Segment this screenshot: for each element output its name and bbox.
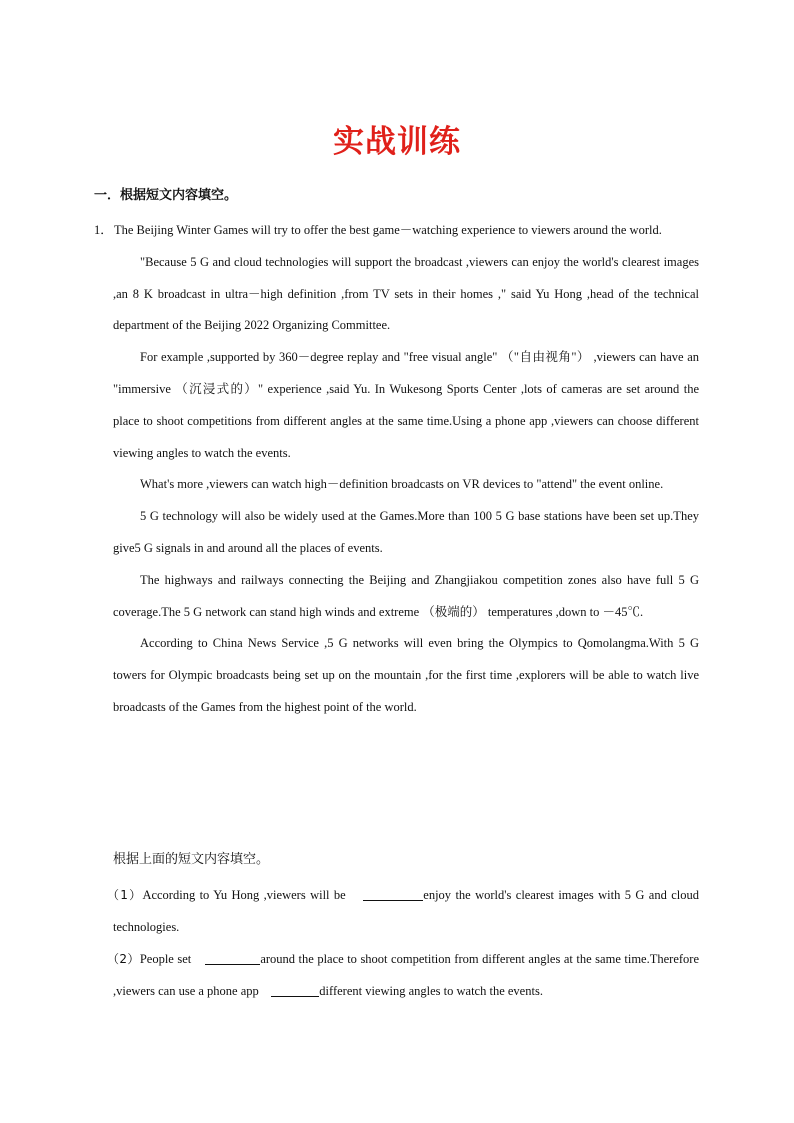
sub-question-text xyxy=(94,880,699,944)
question-first-line xyxy=(94,215,699,247)
question-first-text: The Beijing Winter Games will try to offer the best game－watching experience to viewers around the world. xyxy=(114,223,662,237)
sub-question-number: （1） xyxy=(107,888,143,902)
answer-blank[interactable] xyxy=(363,886,423,901)
sub-question-after: different viewing angles to watch the events. xyxy=(319,983,543,998)
section-heading: 一．根据短文内容填空。 xyxy=(94,188,238,203)
passage xyxy=(94,215,699,724)
sub-question-before: People set xyxy=(139,952,195,966)
passage-paragraph: For example ,supported by 360－degree replay and "free visual angle" （"自由视角"） ,viewers can have an "immersive （沉浸式的）" experience ,said Yu. In Wukesong Sports Center ,lots of cameras are set around the place to shoot competitions from different angles at the same time.Using a phone app ,viewers can choose different viewing angles to watch the events. xyxy=(113,350,699,460)
passage-paragraph: 5 G technology will also be widely used at the Games.More than 100 5 G base stations have been set up.They give5 G signals in and around all the places of events. xyxy=(113,509,699,555)
sub-question-text xyxy=(94,944,699,1008)
answer-blank[interactable] xyxy=(271,982,319,997)
page-title: 实战训练 xyxy=(333,124,461,160)
question-number: 1． xyxy=(94,223,113,237)
sub-question-before: According to Yu Hong ,viewers will be xyxy=(142,888,351,902)
answer-blank[interactable] xyxy=(205,950,260,965)
sub-question-number: （2） xyxy=(107,952,140,966)
sub-question-middle: around the place to shoot competition from different angles at the same time.Therefore ,viewers can use a phone app xyxy=(113,952,699,998)
passage-paragraph: The highways and railways connecting the Beijing and Zhangjiakou competition zones also have full 5 G coverage.The 5 G network can stand high winds and extreme （极端的） temperatures ,down to －45℃. xyxy=(113,572,699,619)
sub-question-1 xyxy=(94,880,699,944)
sub-question-after: enjoy the world's clearest images with 5 G and cloud technologies. xyxy=(113,888,700,934)
passage-paragraph: According to China News Service ,5 G networks will even bring the Olympics to Qomolangma.With 5 G towers for Olympic broadcasts being set up on the mountain ,for the first time ,explorers will be able to watch live broadcasts of the Games from the highest point of the world. xyxy=(113,636,699,714)
passage-paragraph: What's more ,viewers can watch high－definition broadcasts on VR devices to "attend" the event online. xyxy=(140,477,664,492)
task-instruction: 根据上面的短文内容填空。 xyxy=(113,852,270,867)
passage-paragraph: "Because 5 G and cloud technologies will support the broadcast ,viewers can enjoy the world's clearest images ,an 8 K broadcast in ultra－high definition ,from TV sets in their homes ," said Yu Hong ,head of the technical department of the Beijing 2022 Organizing Committee. xyxy=(113,254,699,333)
sub-question-2 xyxy=(94,944,699,1008)
